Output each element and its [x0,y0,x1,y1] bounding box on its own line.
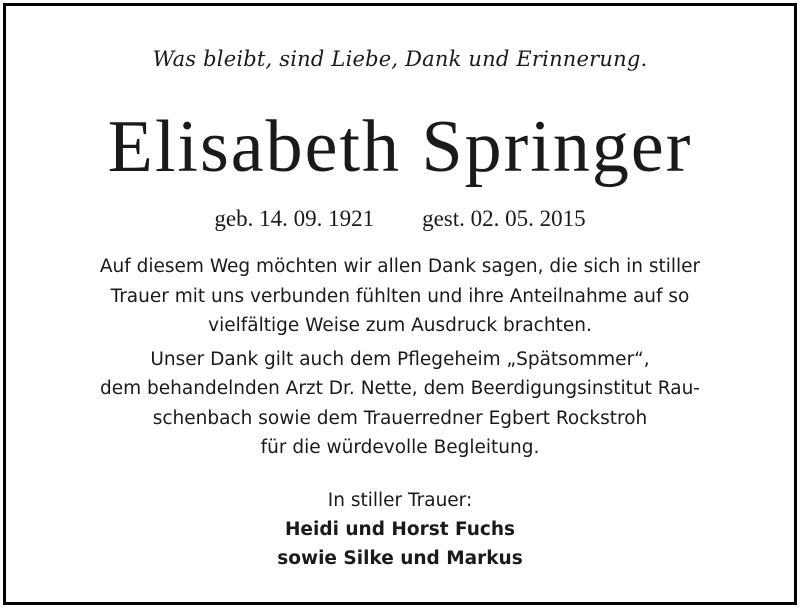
life-dates [6,206,794,232]
thanks-text [46,252,754,463]
signature-intro: In stiller Trauer: [327,490,473,511]
obituary-card [3,3,797,605]
death-date: gest. 02. 05. 2015 [422,206,586,231]
text-line: Trauer mit uns verbunden fühlten und ihre Anteilnahme auf so [110,285,690,307]
text-line: vielfältige Weise zum Ausdruck brachten. [208,315,592,336]
thanks-paragraph-1 [46,252,754,341]
text-line: für die würdevolle Begleitung. [260,437,540,458]
motto: Was bleibt, sind Liebe, Dank und Erinnerung. [152,47,648,71]
mourner-names-2: sowie Silke und Markus [277,548,523,569]
deceased-name: Elisabeth Springer [107,106,693,188]
thanks-paragraph-2 [46,345,754,463]
text-line: schenbach sowie dem Trauerredner Egbert Rockstroh [152,407,648,429]
text-line: Auf diesem Weg möchten wir allen Dank sagen, die sich in stiller [99,256,701,277]
birth-date: geb. 14. 09. 1921 [214,206,375,231]
text-line: Unser Dank gilt auch dem Pflegeheim „Spätsommer“, [150,348,650,370]
mourners-signature [6,486,794,573]
mourner-names-1: Heidi und Horst Fuchs [284,519,516,540]
text-line: dem behandelnden Arzt Dr. Nette, dem Beerdigungsinstitut Rau- [100,378,700,399]
